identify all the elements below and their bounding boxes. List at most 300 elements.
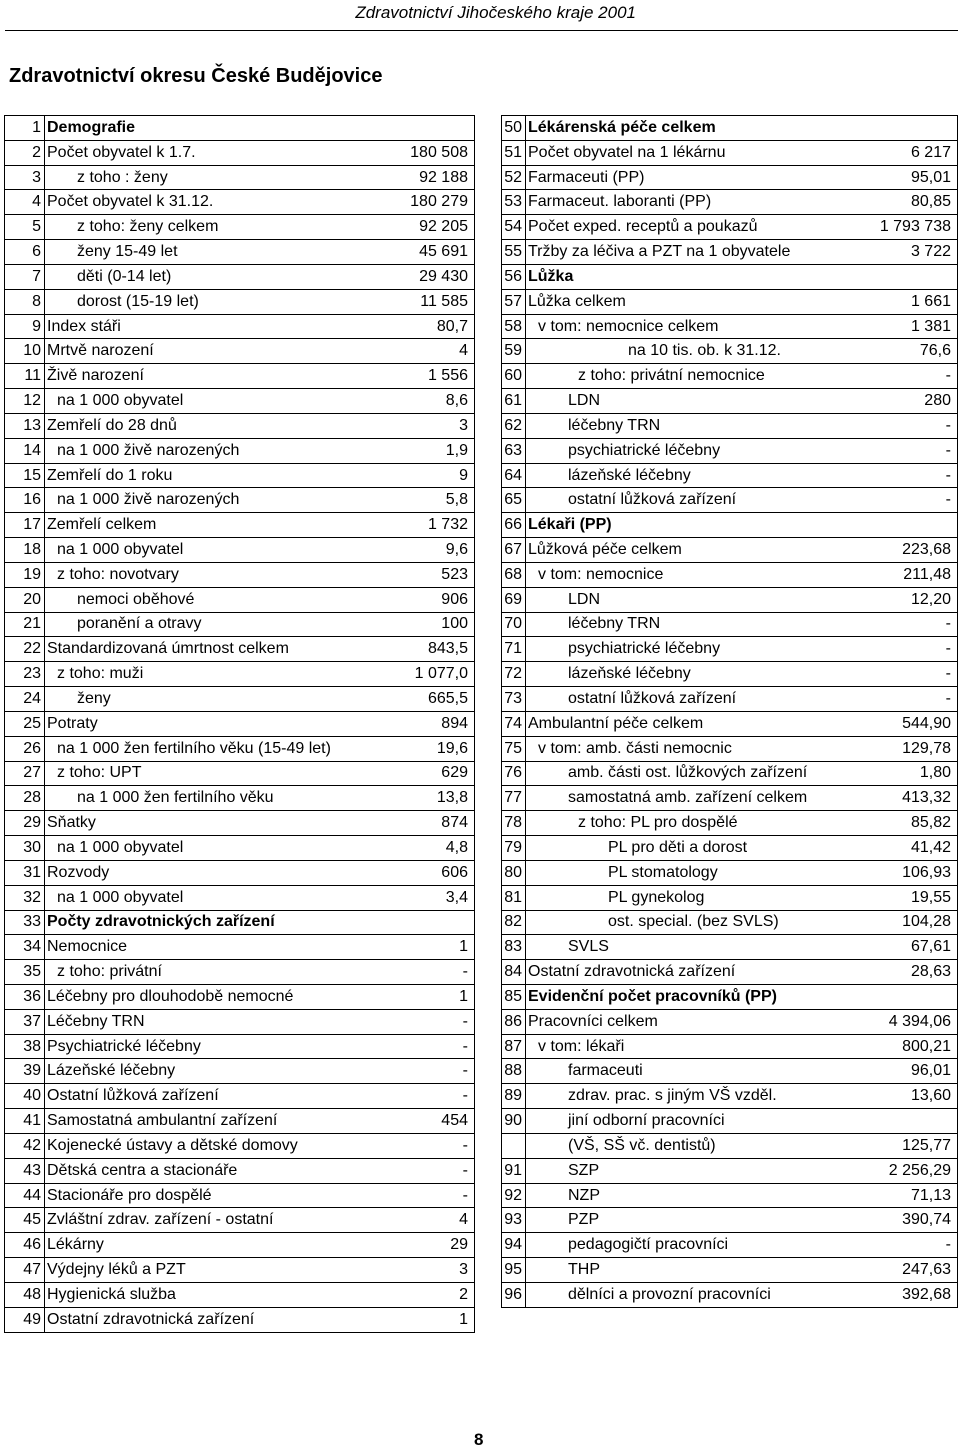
row-label: Lékaři (PP) [526, 513, 866, 538]
row-number: 63 [502, 438, 526, 463]
table-row [502, 1208, 958, 1233]
table-row [502, 860, 958, 885]
row-label: Potraty [45, 711, 391, 736]
row-label: na 1 000 obyvatel [45, 836, 391, 861]
row-number: 6 [5, 240, 45, 265]
table-row [502, 1084, 958, 1109]
table-row [5, 761, 475, 786]
row-value: 28,63 [866, 960, 958, 985]
row-value: 8,6 [391, 389, 475, 414]
section-header-row [5, 910, 475, 935]
row-value: 76,6 [866, 339, 958, 364]
row-value: 894 [391, 711, 475, 736]
row-number: 32 [5, 885, 45, 910]
row-value: - [866, 413, 958, 438]
row-label: Počet obyvatel k 31.12. [45, 190, 391, 215]
row-number: 67 [502, 538, 526, 563]
row-number: 52 [502, 165, 526, 190]
row-number: 34 [5, 935, 45, 960]
row-number: 78 [502, 811, 526, 836]
running-header: Zdravotnictví Jihočeského kraje 2001 [355, 3, 636, 22]
row-number [502, 1133, 526, 1158]
table-row [5, 240, 475, 265]
row-label: jiní odborní pracovníci [526, 1109, 866, 1134]
row-label: Farmaceuti (PP) [526, 165, 866, 190]
row-value: 106,93 [866, 860, 958, 885]
row-value: 180 279 [391, 190, 475, 215]
row-number: 27 [5, 761, 45, 786]
row-value: - [391, 1084, 475, 1109]
row-label: Zemřelí do 28 dnů [45, 413, 391, 438]
row-number: 90 [502, 1109, 526, 1134]
table-row [5, 736, 475, 761]
row-number: 43 [5, 1158, 45, 1183]
row-label: Živě narození [45, 364, 391, 389]
row-label: Zemřelí celkem [45, 513, 391, 538]
table-row [5, 1282, 475, 1307]
row-value: 1 [391, 984, 475, 1009]
row-label: psychiatrické léčebny [526, 637, 866, 662]
row-number: 71 [502, 637, 526, 662]
table-row [502, 786, 958, 811]
table-row [502, 761, 958, 786]
table-row [5, 860, 475, 885]
row-number: 13 [5, 413, 45, 438]
row-label: LDN [526, 587, 866, 612]
row-number: 9 [5, 314, 45, 339]
table-row [5, 1009, 475, 1034]
row-number: 87 [502, 1034, 526, 1059]
table-row [502, 1034, 958, 1059]
table-row [5, 140, 475, 165]
row-label: samostatná amb. zařízení celkem [526, 786, 866, 811]
row-value: 29 [391, 1233, 475, 1258]
row-label: (VŠ, SŠ vč. dentistů) [526, 1133, 866, 1158]
row-value: 454 [391, 1109, 475, 1134]
row-label: PL stomatology [526, 860, 866, 885]
row-label: Lékárny [45, 1233, 391, 1258]
section-header-row [502, 513, 958, 538]
row-value: 80,7 [391, 314, 475, 339]
row-value: 3 [391, 413, 475, 438]
row-number: 93 [502, 1208, 526, 1233]
row-value: 12,20 [866, 587, 958, 612]
table-row [502, 736, 958, 761]
table-row [5, 463, 475, 488]
row-label: na 1 000 živě narozených [45, 438, 391, 463]
row-value: - [866, 488, 958, 513]
table-row [5, 1034, 475, 1059]
row-label: v tom: amb. části nemocnic [526, 736, 866, 761]
table-row [502, 1258, 958, 1283]
table-row [502, 463, 958, 488]
table-row [502, 413, 958, 438]
row-label: NZP [526, 1183, 866, 1208]
row-value: 2 256,29 [866, 1158, 958, 1183]
row-value: 80,85 [866, 190, 958, 215]
row-number: 49 [5, 1307, 45, 1332]
row-number: 51 [502, 140, 526, 165]
row-value: 223,68 [866, 538, 958, 563]
row-label: Léčebny pro dlouhodobě nemocné [45, 984, 391, 1009]
row-value: 800,21 [866, 1034, 958, 1059]
row-value: 125,77 [866, 1133, 958, 1158]
row-value: 906 [391, 587, 475, 612]
row-number: 12 [5, 389, 45, 414]
row-value: 2 [391, 1282, 475, 1307]
row-number: 68 [502, 562, 526, 587]
row-label: LDN [526, 389, 866, 414]
table-row [502, 1233, 958, 1258]
row-value: 1 [391, 1307, 475, 1332]
row-value [866, 116, 958, 141]
table-row [502, 587, 958, 612]
row-label: z toho: UPT [45, 761, 391, 786]
table-row [5, 836, 475, 861]
section-header-row [502, 264, 958, 289]
table-row [502, 538, 958, 563]
row-label: PZP [526, 1208, 866, 1233]
row-label: amb. části ost. lůžkových zařízení [526, 761, 866, 786]
row-value: 1,9 [391, 438, 475, 463]
table-row [5, 538, 475, 563]
table-row [502, 364, 958, 389]
row-value [866, 1109, 958, 1134]
row-label: Ostatní zdravotnická zařízení [526, 960, 866, 985]
row-number: 42 [5, 1133, 45, 1158]
row-value: 1 077,0 [391, 662, 475, 687]
row-number: 95 [502, 1258, 526, 1283]
row-number: 15 [5, 463, 45, 488]
row-label: SVLS [526, 935, 866, 960]
row-value: 413,32 [866, 786, 958, 811]
row-label: na 1 000 obyvatel [45, 885, 391, 910]
row-value: 3 722 [866, 240, 958, 265]
table-row [5, 215, 475, 240]
table-row [502, 1183, 958, 1208]
row-value: 95,01 [866, 165, 958, 190]
row-label: ženy [45, 687, 391, 712]
row-value: 71,13 [866, 1183, 958, 1208]
row-value: 92 205 [391, 215, 475, 240]
row-value: - [866, 637, 958, 662]
table-row [5, 289, 475, 314]
table-row [5, 413, 475, 438]
row-number: 92 [502, 1183, 526, 1208]
row-label: psychiatrické léčebny [526, 438, 866, 463]
table-row [5, 885, 475, 910]
row-value: 629 [391, 761, 475, 786]
row-label: na 1 000 žen fertilního věku (15-49 let) [45, 736, 391, 761]
table-row [502, 662, 958, 687]
row-label: Index stáři [45, 314, 391, 339]
table-row [502, 637, 958, 662]
row-number: 62 [502, 413, 526, 438]
row-label: nemoci oběhové [45, 587, 391, 612]
table-row [502, 836, 958, 861]
row-value: 9,6 [391, 538, 475, 563]
page-number: 8 [474, 1430, 484, 1449]
row-label: Výdejny léků a PZT [45, 1258, 391, 1283]
row-number: 17 [5, 513, 45, 538]
row-label: Ambulantní péče celkem [526, 711, 866, 736]
row-number: 33 [5, 910, 45, 935]
row-label: na 1 000 živě narozených [45, 488, 391, 513]
row-value: - [866, 438, 958, 463]
table-row [5, 687, 475, 712]
table-row [502, 885, 958, 910]
row-number: 37 [5, 1009, 45, 1034]
row-value: 843,5 [391, 637, 475, 662]
row-number: 89 [502, 1084, 526, 1109]
row-number: 76 [502, 761, 526, 786]
row-value: - [866, 463, 958, 488]
row-label: Farmaceut. laboranti (PP) [526, 190, 866, 215]
row-number: 23 [5, 662, 45, 687]
row-label: Počet exped. receptů a poukazů [526, 215, 866, 240]
table-row [5, 1233, 475, 1258]
row-value: - [866, 687, 958, 712]
row-label: PL gynekolog [526, 885, 866, 910]
table-row [5, 960, 475, 985]
table-row [502, 960, 958, 985]
row-number: 31 [5, 860, 45, 885]
row-value: 4,8 [391, 836, 475, 861]
table-row [502, 488, 958, 513]
row-number: 5 [5, 215, 45, 240]
row-label: Lůžka [526, 264, 866, 289]
row-value: 1 381 [866, 314, 958, 339]
row-label: Počty zdravotnických zařízení [45, 910, 391, 935]
row-label: na 1 000 obyvatel [45, 538, 391, 563]
row-number: 53 [502, 190, 526, 215]
table-row [5, 1059, 475, 1084]
row-value: 19,55 [866, 885, 958, 910]
row-number: 72 [502, 662, 526, 687]
table-row [5, 935, 475, 960]
row-value: - [391, 1009, 475, 1034]
row-number: 60 [502, 364, 526, 389]
row-number: 57 [502, 289, 526, 314]
row-label: Lázeňské léčebny [45, 1059, 391, 1084]
row-number: 84 [502, 960, 526, 985]
row-label: v tom: nemocnice [526, 562, 866, 587]
row-value: 1 732 [391, 513, 475, 538]
row-number: 79 [502, 836, 526, 861]
table-row [5, 513, 475, 538]
row-number: 41 [5, 1109, 45, 1134]
row-number: 59 [502, 339, 526, 364]
row-label: Psychiatrické léčebny [45, 1034, 391, 1059]
row-value: 1 556 [391, 364, 475, 389]
row-value: 1 [391, 935, 475, 960]
row-label: Nemocnice [45, 935, 391, 960]
row-value: 3 [391, 1258, 475, 1283]
row-number: 11 [5, 364, 45, 389]
row-label: Hygienická služba [45, 1282, 391, 1307]
row-number: 8 [5, 289, 45, 314]
table-row [502, 289, 958, 314]
row-number: 36 [5, 984, 45, 1009]
row-value [866, 984, 958, 1009]
row-number: 7 [5, 264, 45, 289]
row-number: 25 [5, 711, 45, 736]
row-value: 280 [866, 389, 958, 414]
row-value: - [866, 1233, 958, 1258]
row-number: 26 [5, 736, 45, 761]
table-row [5, 811, 475, 836]
row-label: z toho: novotvary [45, 562, 391, 587]
row-label: Počet obyvatel k 1.7. [45, 140, 391, 165]
row-number: 28 [5, 786, 45, 811]
row-label: ost. special. (bez SVLS) [526, 910, 866, 935]
row-label: Ostatní zdravotnická zařízení [45, 1307, 391, 1332]
row-number: 66 [502, 513, 526, 538]
row-value: 665,5 [391, 687, 475, 712]
row-label: Zemřelí do 1 roku [45, 463, 391, 488]
row-value: 1 793 738 [866, 215, 958, 240]
table-row [5, 389, 475, 414]
row-label: SZP [526, 1158, 866, 1183]
table-row [5, 587, 475, 612]
table-row [502, 190, 958, 215]
row-number: 56 [502, 264, 526, 289]
section-header-row [502, 984, 958, 1009]
row-label: Lékárenská péče celkem [526, 116, 866, 141]
row-value: 92 188 [391, 165, 475, 190]
row-value: 41,42 [866, 836, 958, 861]
row-value: 180 508 [391, 140, 475, 165]
row-label: Tržby za léčiva a PZT na 1 obyvatele [526, 240, 866, 265]
row-number: 85 [502, 984, 526, 1009]
row-number: 81 [502, 885, 526, 910]
row-label: v tom: lékaři [526, 1034, 866, 1059]
row-value: 4 [391, 339, 475, 364]
row-value: 606 [391, 860, 475, 885]
row-label: Zvláštní zdrav. zařízení - ostatní [45, 1208, 391, 1233]
row-value: 29 430 [391, 264, 475, 289]
row-number: 30 [5, 836, 45, 861]
section-header-row [5, 116, 475, 141]
row-number: 22 [5, 637, 45, 662]
row-value: 523 [391, 562, 475, 587]
row-value: - [866, 662, 958, 687]
row-number: 73 [502, 687, 526, 712]
row-number: 48 [5, 1282, 45, 1307]
row-label: z toho: muži [45, 662, 391, 687]
table-row [5, 1158, 475, 1183]
row-value [866, 264, 958, 289]
row-number: 35 [5, 960, 45, 985]
row-label: THP [526, 1258, 866, 1283]
row-value [391, 116, 475, 141]
row-number: 61 [502, 389, 526, 414]
left-statistics-table [4, 115, 475, 1333]
table-row [502, 1059, 958, 1084]
row-number: 38 [5, 1034, 45, 1059]
table-row [5, 711, 475, 736]
table-row [5, 314, 475, 339]
table-row [502, 1282, 958, 1307]
row-value: - [391, 1059, 475, 1084]
row-number: 46 [5, 1233, 45, 1258]
row-number: 54 [502, 215, 526, 240]
row-number: 55 [502, 240, 526, 265]
table-row [502, 140, 958, 165]
table-row [5, 662, 475, 687]
section-header-row [502, 116, 958, 141]
table-row [5, 339, 475, 364]
row-value: 6 217 [866, 140, 958, 165]
row-label: v tom: nemocnice celkem [526, 314, 866, 339]
row-value: - [391, 1133, 475, 1158]
row-label: Evidenční počet pracovníků (PP) [526, 984, 866, 1009]
table-row [5, 190, 475, 215]
row-label: ženy 15-49 let [45, 240, 391, 265]
row-number: 1 [5, 116, 45, 141]
table-row [5, 488, 475, 513]
row-label: farmaceuti [526, 1059, 866, 1084]
table-row [5, 1183, 475, 1208]
table-row [5, 562, 475, 587]
table-row [502, 1009, 958, 1034]
row-number: 40 [5, 1084, 45, 1109]
row-label: dorost (15-19 let) [45, 289, 391, 314]
row-number: 65 [502, 488, 526, 513]
table-row [502, 1133, 958, 1158]
table-row [502, 339, 958, 364]
row-label: Lůžková péče celkem [526, 538, 866, 563]
row-value: 4 394,06 [866, 1009, 958, 1034]
right-statistics-table [501, 115, 958, 1308]
table-row [5, 1307, 475, 1332]
row-label: Dětská centra a stacionáře [45, 1158, 391, 1183]
table-row [502, 562, 958, 587]
header-rule [5, 30, 958, 31]
row-number: 21 [5, 612, 45, 637]
table-row [5, 612, 475, 637]
row-number: 70 [502, 612, 526, 637]
row-label: Rozvody [45, 860, 391, 885]
row-number: 58 [502, 314, 526, 339]
row-label: z toho : ženy [45, 165, 391, 190]
row-number: 19 [5, 562, 45, 587]
row-label: ostatní lůžková zařízení [526, 687, 866, 712]
row-label: z toho: ženy celkem [45, 215, 391, 240]
row-value: 45 691 [391, 240, 475, 265]
row-value: 211,48 [866, 562, 958, 587]
row-label: Léčebny TRN [45, 1009, 391, 1034]
row-number: 24 [5, 687, 45, 712]
table-row [502, 314, 958, 339]
table-row [502, 215, 958, 240]
row-number: 50 [502, 116, 526, 141]
row-number: 47 [5, 1258, 45, 1283]
row-label: Kojenecké ústavy a dětské domovy [45, 1133, 391, 1158]
row-label: Demografie [45, 116, 391, 141]
table-row [5, 165, 475, 190]
row-number: 91 [502, 1158, 526, 1183]
row-label: na 10 tis. ob. k 31.12. [526, 339, 866, 364]
row-number: 86 [502, 1009, 526, 1034]
row-number: 4 [5, 190, 45, 215]
row-number: 3 [5, 165, 45, 190]
row-label: lázeňské léčebny [526, 463, 866, 488]
row-value: 544,90 [866, 711, 958, 736]
row-value: 104,28 [866, 910, 958, 935]
row-value: 390,74 [866, 1208, 958, 1233]
row-label: lázeňské léčebny [526, 662, 866, 687]
